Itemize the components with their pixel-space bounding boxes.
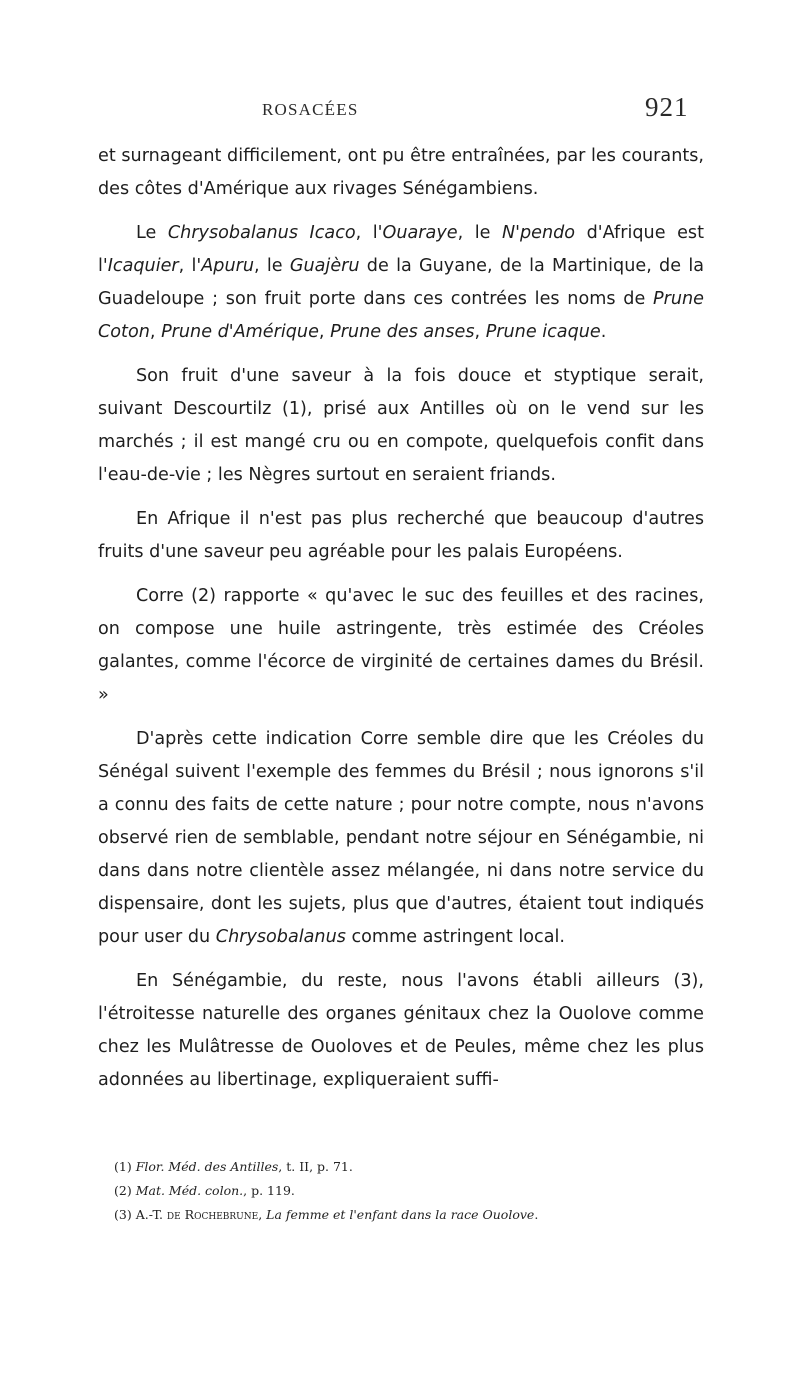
footnote-text: , p. 119. xyxy=(243,1183,295,1198)
footnote-work-title: Mat. Méd. colon. xyxy=(135,1183,244,1198)
footnote-work-title: La femme et l'enfant dans la race Ouolove xyxy=(266,1207,535,1222)
text-run: d'Afrique est l' xyxy=(98,223,704,276)
footnote-number: (2) xyxy=(114,1183,136,1198)
body-text xyxy=(98,140,704,1108)
text-run: D'après cette indication Corre semble dire que les Créoles du Sénégal suivent l'exemple des femmes du Brésil ; nous ignorons s'il a connu des faits de cette nature ; pour notre compte, nous n'avons observé rien de semblable, pendant notre séjour en Sénégambie, ni dans dans notre clientèle assez mélangée, ni dans notre service du dispensaire, dont les sujets, plus que d'autres, étaient tout indiqués pour user du xyxy=(98,729,704,947)
footnote-text: , t. II, p. 71. xyxy=(278,1159,353,1174)
running-head xyxy=(0,92,800,122)
footnote-author: de Rochebrune xyxy=(166,1207,259,1222)
footnotes xyxy=(114,1155,704,1227)
text-run: , l' xyxy=(178,256,202,276)
text-run: , le xyxy=(254,256,290,276)
footnote-text: . xyxy=(534,1207,539,1222)
text-run: comme astringent local. xyxy=(345,927,565,947)
species-name: Chrysobalanus Icaco xyxy=(167,223,356,243)
vernacular-name: Prune d'Amérique xyxy=(161,322,319,342)
vernacular-name: Prune icaque xyxy=(485,322,601,342)
vernacular-name: Apuru xyxy=(201,256,254,276)
footnote-number: (1) xyxy=(114,1159,136,1174)
footnote-number: (3) xyxy=(114,1207,136,1222)
text-run: . xyxy=(600,322,607,342)
paragraph-4: En Afrique il n'est pas plus recherché que beaucoup d'autres fruits d'une saveur peu agréable pour les palais Européens. xyxy=(98,509,704,562)
paragraph-7: En Sénégambie, du reste, nous l'avons établi ailleurs (3), l'étroitesse naturelle des organes génitaux chez la Ouolove comme chez les Mulâtresse de Ouoloves et de Peules, même chez les plus adonnées au libertinage, expliqueraient suffi- xyxy=(98,971,704,1090)
text-run: , xyxy=(318,322,331,342)
vernacular-name: Icaquier xyxy=(107,256,179,276)
text-run: , l' xyxy=(355,223,383,243)
vernacular-name: Prune des anses xyxy=(330,322,475,342)
paragraph-3: Son fruit d'une saveur à la fois douce et styptique serait, suivant Descourtilz (1), prisé aux Antilles où on le vend sur les marchés ; il est mangé cru ou en compote, quelquefois confit dans l'eau-de-vie ; les Nègres surtout en seraient friands. xyxy=(98,366,704,485)
vernacular-name: Guajèru xyxy=(289,256,360,276)
vernacular-name: Ouaraye xyxy=(382,223,458,243)
text-run: de la Guyane, de la Martinique, de la Guadeloupe ; son fruit porte dans ces contrées les noms de xyxy=(98,256,704,309)
text-run: Le xyxy=(136,223,168,243)
paragraph-5: Corre (2) rapporte « qu'avec le suc des feuilles et des racines, on compose une huile astringente, très estimée des Créoles galantes, comme l'écorce de virginité de certaines dames du Brésil. » xyxy=(98,586,704,705)
paragraph-6 xyxy=(98,723,704,954)
text-run: , xyxy=(149,322,162,342)
footnote-1 xyxy=(114,1155,704,1179)
text-run: , xyxy=(474,322,486,342)
text-run: , le xyxy=(457,223,502,243)
species-name: Chrysobalanus xyxy=(215,927,346,947)
paragraph-1: et surnageant difficilement, ont pu être entraînées, par les courants, des côtes d'Amérique aux rivages Sénégambiens. xyxy=(98,146,704,199)
page-number: 921 xyxy=(645,92,689,122)
footnote-work-title: Flor. Méd. des Antilles xyxy=(135,1159,279,1174)
paragraph-2 xyxy=(98,217,704,349)
footnote-3 xyxy=(114,1203,704,1227)
footnote-author: A.-T. xyxy=(135,1207,167,1222)
footnote-2 xyxy=(114,1179,704,1203)
vernacular-name: N'pendo xyxy=(502,223,576,243)
footnote-text: , xyxy=(258,1207,267,1222)
running-head-title: ROSACÉES xyxy=(262,100,359,119)
vernacular-name: Prune Coton xyxy=(98,289,704,342)
